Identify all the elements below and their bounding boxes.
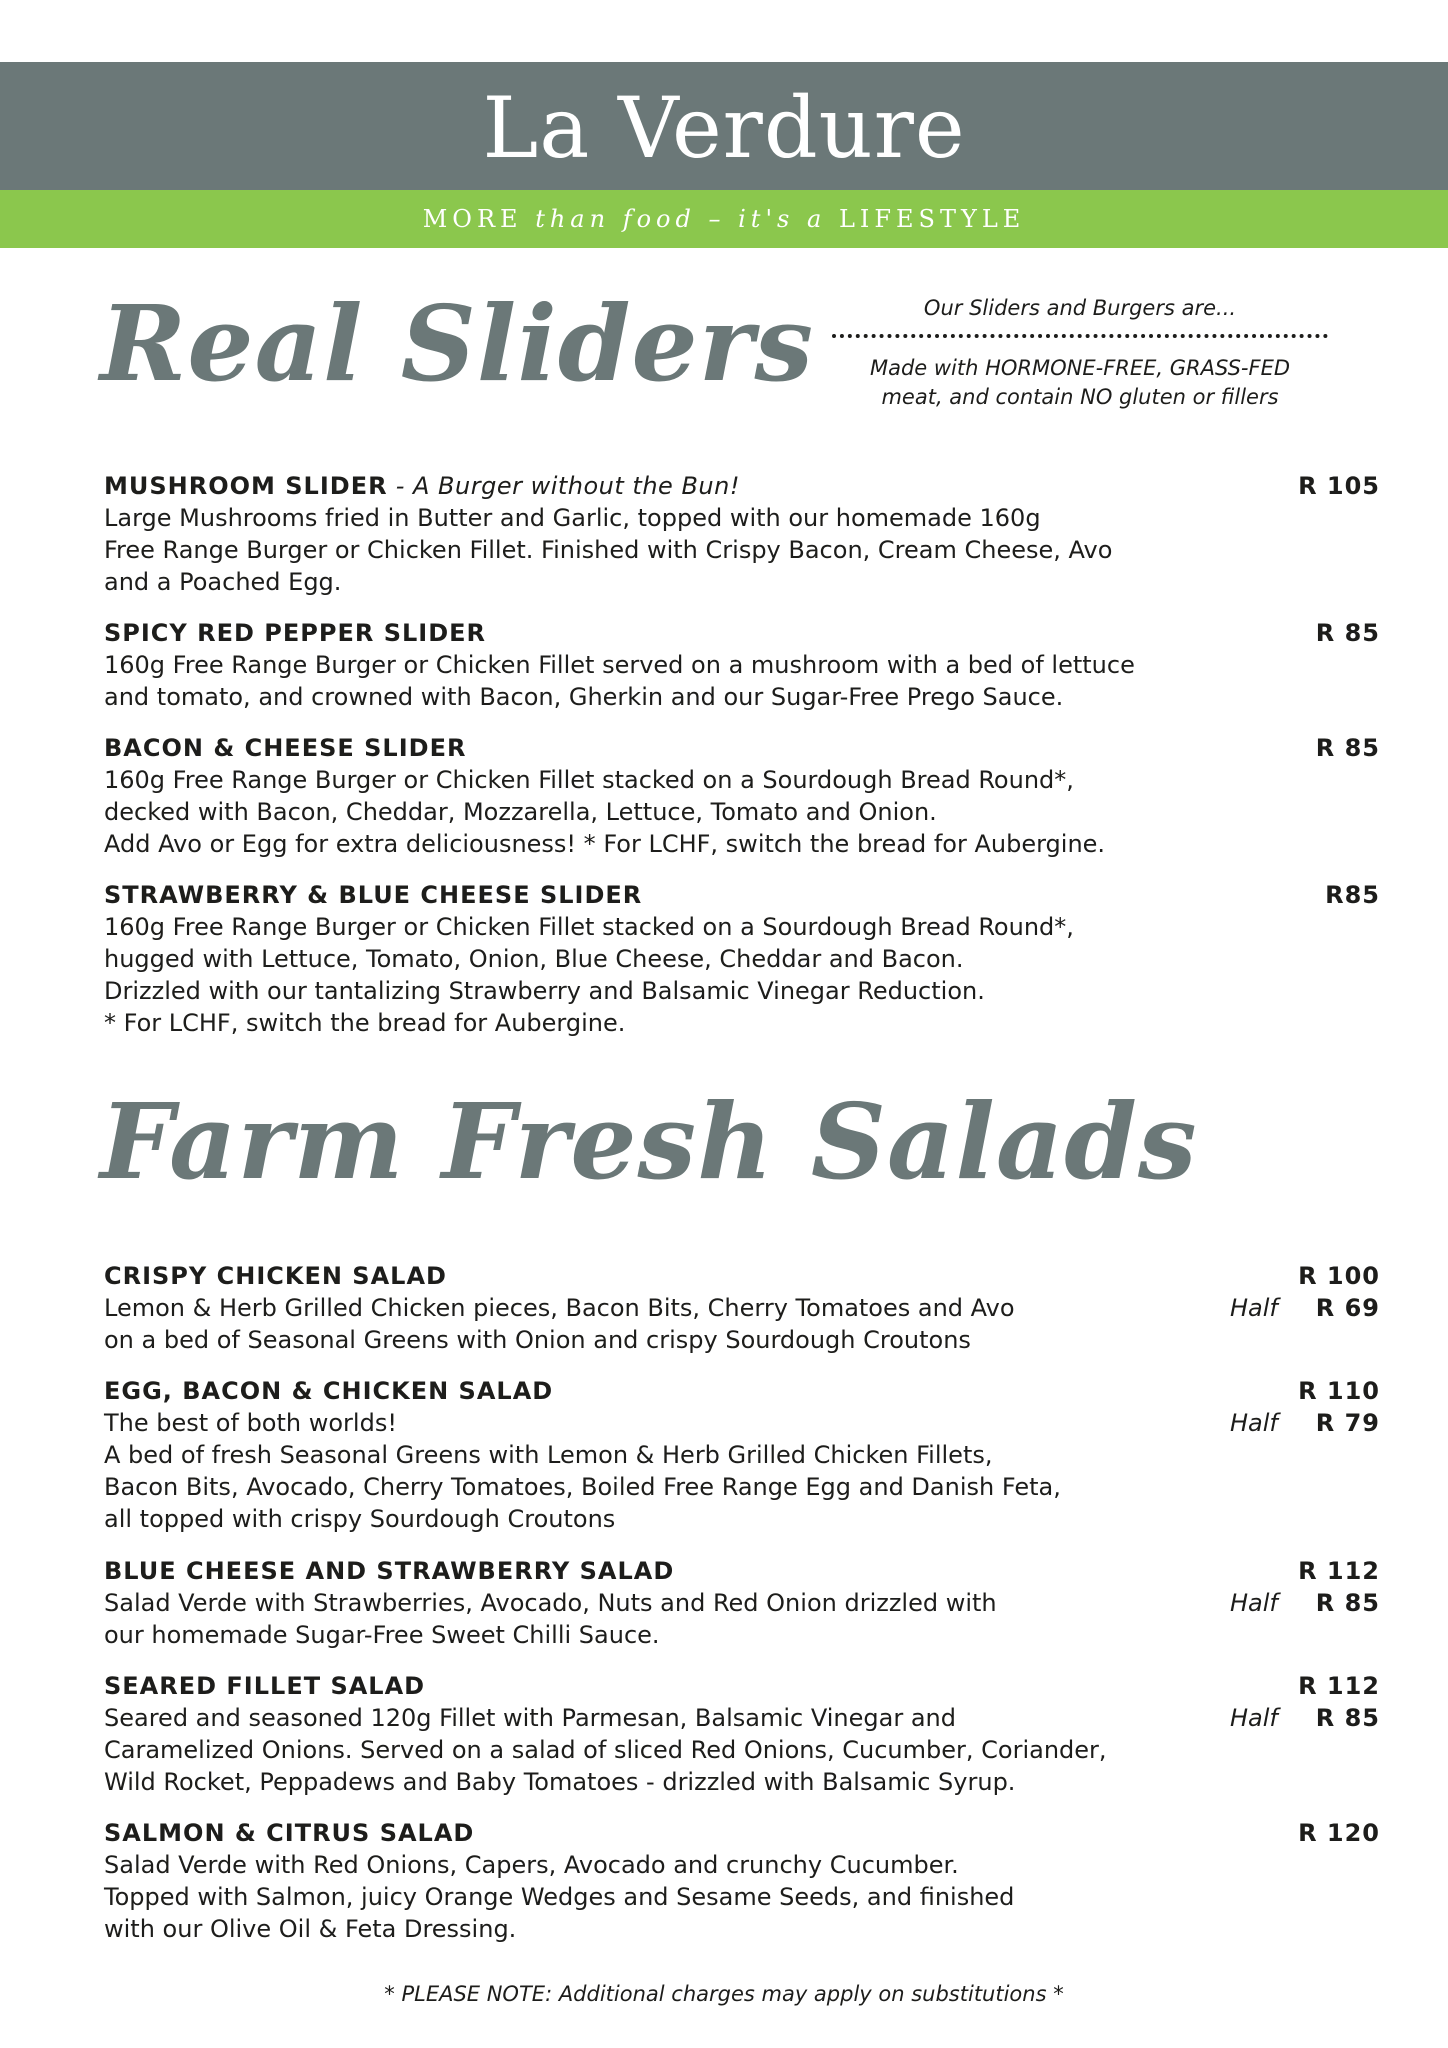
menu-item: [104, 732, 1380, 860]
item-desc-line: A bed of fresh Seasonal Greens with Lemon & Herb Grilled Chicken Fillets,: [104, 1441, 993, 1469]
item-price: R 85: [1315, 734, 1380, 762]
sliders-note-top: Our Sliders and Burgers are...: [923, 296, 1237, 320]
item-desc-line: Large Mushrooms fried in Butter and Garlic, topped with our homemade 160g: [104, 504, 1041, 532]
half-price-row: [1230, 1292, 1380, 1324]
item-desc-line: hugged with Lettuce, Tomato, Onion, Blue Cheese, Cheddar and Bacon.: [104, 945, 964, 973]
item-desc-line: Topped with Salmon, juicy Orange Wedges and Sesame Seeds, and finished: [104, 1883, 1015, 1911]
item-desc-line: Seared and seasoned 120g Fillet with Parmesan, Balsamic Vinegar and: [104, 1704, 956, 1732]
item-price: R 120: [1298, 1819, 1380, 1847]
item-price: R 105: [1298, 472, 1380, 500]
half-price-row: [1230, 1702, 1380, 1734]
item-desc-line: Drizzled with our tantalizing Strawberry and Balsamic Vinegar Reduction.: [104, 977, 985, 1005]
menu-item: [104, 470, 1380, 598]
item-name: [104, 470, 1380, 502]
brand-name: La Verdure: [482, 79, 966, 177]
item-title: STRAWBERRY & BLUE CHEESE SLIDER: [104, 881, 643, 909]
dotted-divider: [832, 334, 1328, 338]
half-price-row: [1230, 1407, 1380, 1439]
menu-item: [104, 1670, 1380, 1798]
item-price: R 112: [1298, 1557, 1380, 1585]
item-title: SEARED FILLET SALAD: [104, 1672, 426, 1700]
item-price: R 110: [1298, 1377, 1380, 1405]
menu-item: [104, 1817, 1380, 1945]
tagline-more: MORE: [422, 205, 523, 233]
item-desc-line: The best of both worlds!: [104, 1409, 397, 1437]
item-desc-line: Lemon & Herb Grilled Chicken pieces, Bacon Bits, Cherry Tomatoes and Avo: [104, 1294, 1015, 1322]
item-desc-line: * For LCHF, switch the bread for Aubergine.: [104, 1009, 626, 1037]
item-desc-line: Add Avo or Egg for extra deliciousness! * For LCHF, switch the bread for Aubergine.: [104, 830, 1106, 858]
item-desc-line: Bacon Bits, Avocado, Cherry Tomatoes, Boiled Free Range Egg and Danish Feta,: [104, 1473, 1061, 1501]
item-title: BACON & CHEESE SLIDER: [104, 734, 467, 762]
menu-item: [104, 1555, 1380, 1651]
sliders-heading: Real Sliders: [100, 282, 815, 405]
half-label: Half: [1230, 1704, 1278, 1732]
item-price: R85: [1325, 881, 1380, 909]
item-desc-line: all topped with crispy Sourdough Croutons: [104, 1505, 616, 1533]
half-label: Half: [1230, 1409, 1278, 1437]
item-desc-line: our homemade Sugar-Free Sweet Chilli Sauce.: [104, 1621, 660, 1649]
menu-item: [104, 879, 1380, 1039]
half-label: Half: [1230, 1589, 1278, 1617]
substitution-note: * PLEASE NOTE: Additional charges may apply on substitutions *: [384, 1982, 1064, 2006]
tagline: [423, 205, 1026, 233]
item-title: BLUE CHEESE AND STRAWBERRY SALAD: [104, 1557, 675, 1585]
item-price: R 100: [1298, 1262, 1380, 1290]
brand-header: [0, 62, 1448, 190]
sliders-note-line-1: Made with HORMONE-FREE, GRASS-FED: [869, 356, 1291, 380]
tagline-than-food: than food: [535, 205, 696, 233]
item-desc-line: decked with Bacon, Cheddar, Mozzarella, Lettuce, Tomato and Onion.: [104, 798, 937, 826]
item-desc-line: and a Poached Egg.: [104, 568, 342, 596]
half-price-row: [1230, 1587, 1380, 1619]
item-desc-line: 160g Free Range Burger or Chicken Fillet stacked on a Sourdough Bread Round*,: [104, 913, 1074, 941]
item-price: R 85: [1315, 619, 1380, 647]
half-price: R 69: [1315, 1294, 1380, 1322]
item-desc-line: Wild Rocket, Peppadews and Baby Tomatoes - drizzled with Balsamic Syrup.: [104, 1768, 1016, 1796]
half-price: R 79: [1315, 1409, 1380, 1437]
item-title: EGG, BACON & CHICKEN SALAD: [104, 1377, 554, 1405]
item-desc-line: with our Olive Oil & Feta Dressing.: [104, 1915, 517, 1943]
salads-heading: Farm Fresh Salads: [100, 1080, 1198, 1203]
item-subtitle: - A Burger without the Bun!: [387, 472, 740, 500]
item-desc-line: Salad Verde with Red Onions, Capers, Avocado and crunchy Cucumber.: [104, 1851, 959, 1879]
item-desc-line: 160g Free Range Burger or Chicken Fillet served on a mushroom with a bed of lettuce: [104, 651, 1135, 679]
tagline-lifestyle: LIFESTYLE: [838, 205, 1026, 233]
item-desc-line: Caramelized Onions. Served on a salad of sliced Red Onions, Cucumber, Coriander,: [104, 1736, 1107, 1764]
sliders-note-line-2: meat, and contain NO gluten or fillers: [881, 385, 1279, 409]
half-label: Half: [1230, 1294, 1278, 1322]
item-title: SPICY RED PEPPER SLIDER: [104, 619, 487, 647]
tagline-bar: [0, 190, 1448, 248]
item-desc-line: Free Range Burger or Chicken Fillet. Finished with Crispy Bacon, Cream Cheese, Avo: [104, 536, 1113, 564]
menu-item: [104, 617, 1380, 713]
tagline-dash: –: [708, 205, 726, 233]
item-desc-line: and tomato, and crowned with Bacon, Gherkin and our Sugar-Free Prego Sauce.: [104, 683, 1064, 711]
sliders-note: [830, 296, 1330, 412]
tagline-its-a: it's a: [738, 205, 827, 233]
item-title: SALMON & CITRUS SALAD: [104, 1819, 475, 1847]
half-price: R 85: [1315, 1589, 1380, 1617]
menu-item: [104, 1375, 1380, 1535]
item-desc-line: on a bed of Seasonal Greens with Onion and crispy Sourdough Croutons: [104, 1326, 971, 1354]
item-desc-line: Salad Verde with Strawberries, Avocado, Nuts and Red Onion drizzled with: [104, 1589, 997, 1617]
item-title: CRISPY CHICKEN SALAD: [104, 1262, 447, 1290]
item-desc-line: 160g Free Range Burger or Chicken Fillet stacked on a Sourdough Bread Round*,: [104, 766, 1074, 794]
item-title: MUSHROOM SLIDER: [104, 472, 388, 500]
item-price: R 112: [1298, 1672, 1380, 1700]
menu-item: [104, 1260, 1380, 1356]
half-price: R 85: [1315, 1704, 1380, 1732]
